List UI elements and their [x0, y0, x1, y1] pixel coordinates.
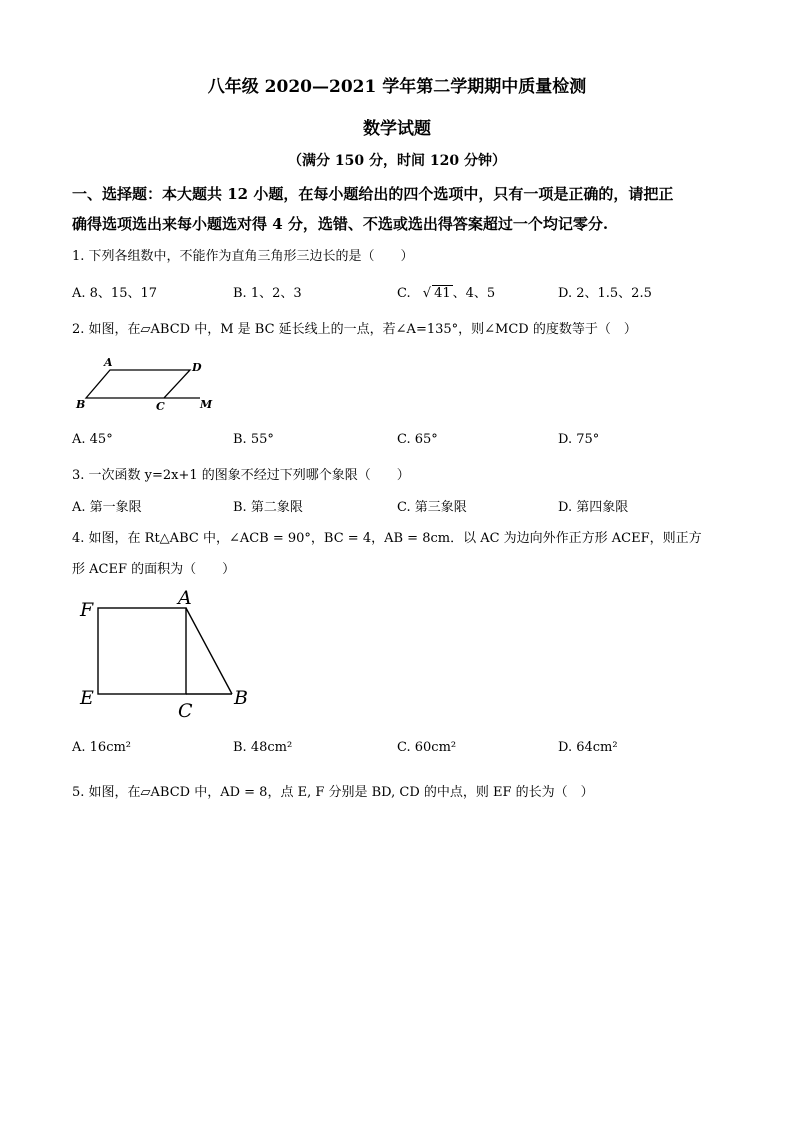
label-b: B: [76, 398, 86, 411]
exam-subtitle: （满分 150 分，时间 120 分钟）: [288, 153, 506, 169]
q2-option-b: B. 55°: [233, 432, 274, 447]
exam-title: 八年级 2020—2021 学年第二学期期中质量检测: [207, 77, 587, 97]
q2-stem: 2. 如图，在▱ABCD 中，M 是 BC 延长线上的一点，若∠A=135°，则∠MCD 的度数等于（ ）: [72, 322, 637, 337]
label-c: C: [178, 700, 193, 722]
q3-option-b: B. 第二象限: [233, 500, 303, 515]
q3-option-a: A. 第一象限: [72, 500, 142, 515]
sqrt-sign: √: [422, 286, 432, 301]
label-f: F: [80, 599, 94, 621]
label-a: A: [104, 356, 113, 369]
q5-stem: 5. 如图，在▱ABCD 中，AD = 8，点 E, F 分别是 BD, CD 的中点，则 EF 的长为（ ）: [72, 785, 594, 800]
section-intro-line1: 一、选择题：本大题共 12 小题，在每小题给出的四个选项中，只有一项是正确的，请把正: [72, 185, 674, 203]
label-m: M: [200, 398, 213, 411]
q1-option-c-rest: 、4、5: [452, 286, 496, 301]
q3-option-c: C. 第三象限: [397, 500, 467, 515]
parallelogram-abcd: [86, 370, 190, 398]
q1-option-c-letter: C.: [397, 286, 411, 301]
q3-stem: 3. 一次函数 y=2x+1 的图象不经过下列哪个象限（ ）: [72, 468, 410, 483]
q2-parallelogram-figure: [72, 352, 232, 414]
q2-option-a: A. 45°: [72, 432, 113, 447]
q1-option-a: A. 8、15、17: [72, 286, 158, 301]
label-c: C: [156, 400, 165, 413]
q4-stem-line2: 形 ACEF 的面积为（ ）: [72, 562, 236, 577]
q4-option-b: B. 48cm²: [233, 740, 293, 755]
q1-option-c: [397, 282, 495, 301]
label-a: A: [178, 587, 192, 609]
q3-option-d: D. 第四象限: [558, 500, 629, 515]
q2-option-c: C. 65°: [397, 432, 438, 447]
q2-option-d: D. 75°: [558, 432, 600, 447]
label-b: B: [234, 687, 248, 709]
square-acef: [98, 608, 186, 694]
hypotenuse-ab: [186, 608, 232, 694]
q1-option-b: B. 1、2、3: [233, 286, 302, 301]
q4-option-a: A. 16cm²: [72, 740, 132, 755]
q1-option-d: D. 2、1.5、2.5: [558, 286, 652, 301]
label-d: D: [192, 361, 202, 374]
q4-stem-line1: 4. 如图，在 Rt△ABC 中，∠ACB = 90°，BC = 4，AB = 8cm．以 AC 为边向外作正方形 ACEF，则正方: [72, 531, 702, 546]
q4-option-c: C. 60cm²: [397, 740, 457, 755]
subject-title: 数学试题: [363, 119, 431, 139]
q1-option-c-radicand: 41: [434, 286, 451, 301]
section-intro-line2: 确得选项选出来每小题选对得 4 分，选错、不选或选出得答案超过一个均记零分.: [72, 215, 609, 233]
q4-option-d: D. 64cm²: [558, 740, 618, 755]
q1-stem: 1. 下列各组数中，不能作为直角三角形三边长的是（ ）: [72, 249, 414, 264]
label-e: E: [80, 687, 94, 709]
q4-square-triangle-figure: [72, 586, 262, 726]
